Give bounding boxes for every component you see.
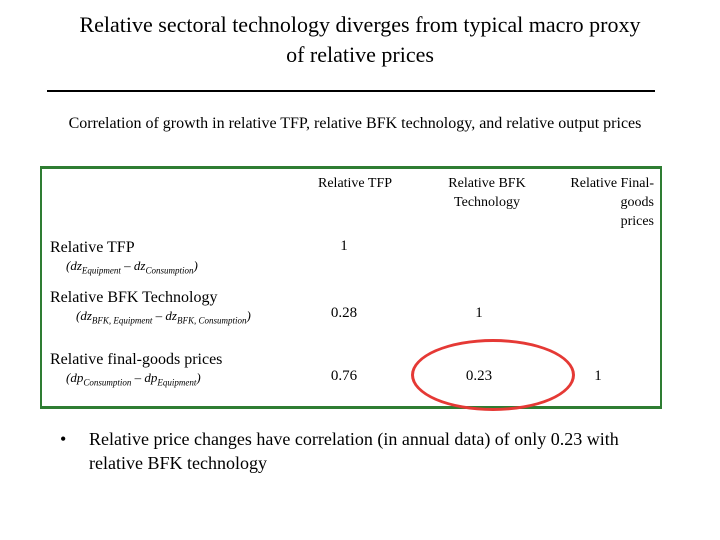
- column-header-relative-bfk-line-2: Technology: [454, 195, 520, 210]
- cell-prices-prices: 1: [594, 368, 602, 384]
- table-left-border: [40, 166, 42, 409]
- column-header-relative-tfp: Relative TFP: [318, 176, 393, 191]
- highlight-ellipse: [411, 339, 575, 411]
- cell-bfk-bfk: 1: [475, 305, 483, 321]
- column-header-relative-bfk: [432, 174, 542, 212]
- slide-title-line-2: of relative prices: [286, 42, 434, 67]
- row-header-relative-tfp: [50, 238, 198, 276]
- column-header-relative-bfk-line-1: Relative BFK: [448, 176, 526, 191]
- bullet-icon: •: [60, 429, 67, 449]
- row-formula: $(dp_{Consumption} - dp_{Equipment})$: [66, 370, 201, 388]
- row-header-relative-bfk: [50, 288, 251, 326]
- cell-prices-bfk: 0.23: [465, 368, 493, 384]
- cell-prices-tfp: 0.76: [330, 368, 358, 384]
- column-header-relative-final-goods: [548, 174, 654, 231]
- slide-title-line-1: Relative sectoral technology diverges from typical macro proxy: [79, 12, 641, 37]
- table-top-border: [40, 166, 662, 169]
- row-label: Relative TFP: [50, 239, 135, 256]
- row-formula: $(dz_{BFK, Equipment} - dz_{BFK, Consumption})$: [76, 308, 251, 326]
- row-formula: $(dz_{Equipment} - dz_{Consumption})$: [66, 258, 198, 276]
- table-caption: Correlation of growth in relative TFP, relative BFK technology, and relative output prices: [68, 115, 642, 132]
- column-header-final-goods-line-1: Relative Final-: [570, 176, 654, 191]
- row-label: Relative BFK Technology: [50, 289, 218, 306]
- row-header-relative-final-goods: [50, 350, 222, 388]
- column-header-final-goods-line-2: goods: [620, 195, 654, 210]
- bullet-text: Relative price changes have correlation (in annual data) of only 0.23 with relative BFK technology: [89, 429, 619, 473]
- cell-bfk-tfp: 0.28: [330, 305, 358, 321]
- title-divider: [47, 90, 655, 92]
- row-label: Relative final-goods prices: [50, 351, 223, 368]
- cell-tfp-tfp: 1: [340, 238, 348, 254]
- table-right-border: [660, 166, 662, 409]
- slide-title: [0, 10, 720, 70]
- table-bottom-border: [40, 406, 662, 409]
- column-header-final-goods-line-3: prices: [620, 214, 654, 229]
